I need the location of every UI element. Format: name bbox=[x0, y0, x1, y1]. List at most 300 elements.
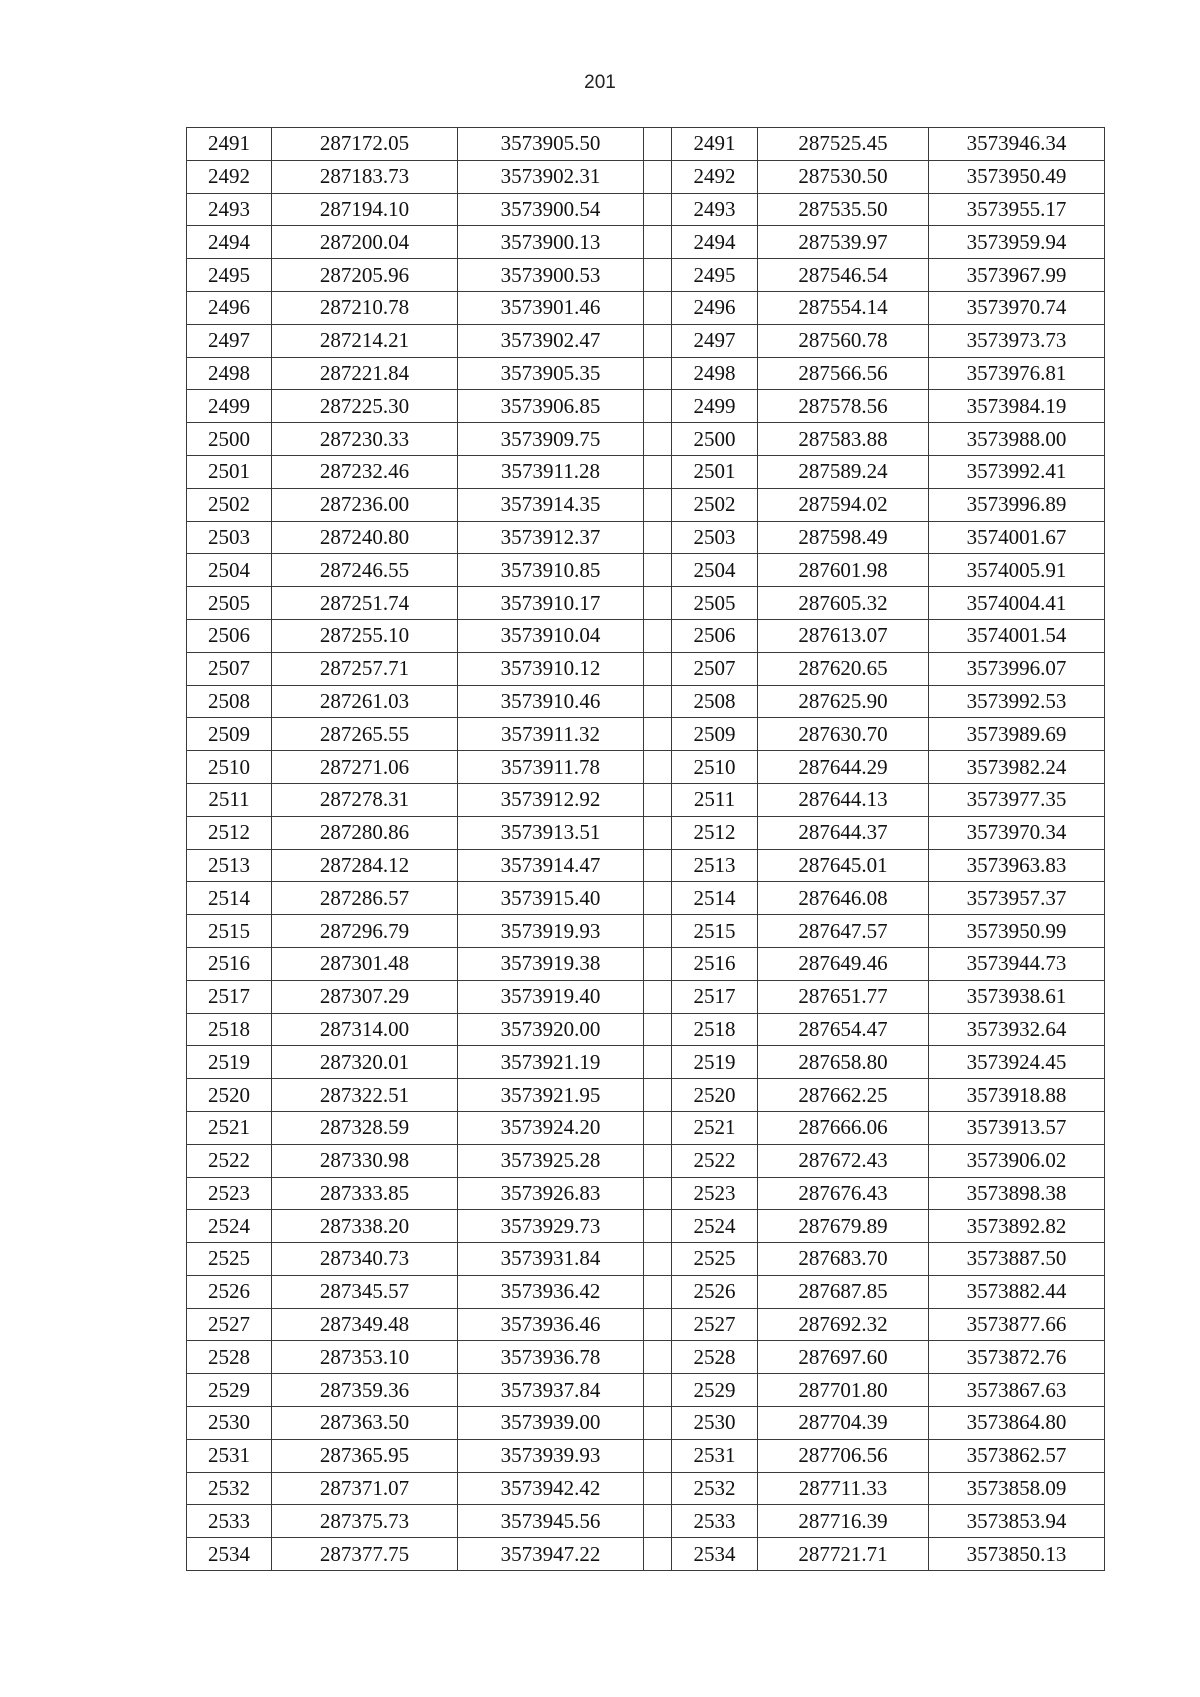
table-row bbox=[187, 324, 1105, 357]
spacer-cell bbox=[644, 1505, 672, 1538]
right-y-coordinate-cell: 3573932.64 bbox=[929, 1013, 1105, 1046]
left-point-id-cell: 2514 bbox=[187, 882, 272, 915]
left-y-coordinate-cell: 3573937.84 bbox=[458, 1374, 644, 1407]
left-y-coordinate-cell: 3573939.00 bbox=[458, 1407, 644, 1440]
right-y-coordinate-cell: 3573924.45 bbox=[929, 1046, 1105, 1079]
left-point-id-cell: 2500 bbox=[187, 423, 272, 456]
right-y-coordinate-cell: 3573872.76 bbox=[929, 1341, 1105, 1374]
left-point-id-cell: 2506 bbox=[187, 619, 272, 652]
left-point-id-cell: 2501 bbox=[187, 455, 272, 488]
right-y-coordinate-cell: 3573853.94 bbox=[929, 1505, 1105, 1538]
table-row bbox=[187, 1144, 1105, 1177]
table-row bbox=[187, 1308, 1105, 1341]
table-row bbox=[187, 1374, 1105, 1407]
left-x-coordinate-cell: 287225.30 bbox=[272, 390, 458, 423]
right-y-coordinate-cell: 3573984.19 bbox=[929, 390, 1105, 423]
page-number: 201 bbox=[584, 72, 616, 93]
left-y-coordinate-cell: 3573900.13 bbox=[458, 226, 644, 259]
right-point-id-cell: 2496 bbox=[672, 291, 758, 324]
right-y-coordinate-cell: 3573996.89 bbox=[929, 488, 1105, 521]
right-y-coordinate-cell: 3573989.69 bbox=[929, 718, 1105, 751]
left-point-id-cell: 2492 bbox=[187, 160, 272, 193]
right-y-coordinate-cell: 3573973.73 bbox=[929, 324, 1105, 357]
table-row bbox=[187, 1079, 1105, 1112]
right-point-id-cell: 2519 bbox=[672, 1046, 758, 1079]
left-x-coordinate-cell: 287284.12 bbox=[272, 849, 458, 882]
right-y-coordinate-cell: 3573992.53 bbox=[929, 685, 1105, 718]
coordinate-table-body bbox=[187, 128, 1105, 1571]
left-x-coordinate-cell: 287255.10 bbox=[272, 619, 458, 652]
right-y-coordinate-cell: 3573988.00 bbox=[929, 423, 1105, 456]
left-y-coordinate-cell: 3573920.00 bbox=[458, 1013, 644, 1046]
left-x-coordinate-cell: 287359.36 bbox=[272, 1374, 458, 1407]
right-x-coordinate-cell: 287644.13 bbox=[758, 783, 929, 816]
spacer-cell bbox=[644, 619, 672, 652]
right-x-coordinate-cell: 287566.56 bbox=[758, 357, 929, 390]
spacer-cell bbox=[644, 849, 672, 882]
left-point-id-cell: 2530 bbox=[187, 1407, 272, 1440]
spacer-cell bbox=[644, 455, 672, 488]
left-point-id-cell: 2521 bbox=[187, 1111, 272, 1144]
left-point-id-cell: 2491 bbox=[187, 128, 272, 161]
right-x-coordinate-cell: 287620.65 bbox=[758, 652, 929, 685]
left-y-coordinate-cell: 3573911.78 bbox=[458, 751, 644, 784]
left-y-coordinate-cell: 3573910.17 bbox=[458, 587, 644, 620]
right-x-coordinate-cell: 287662.25 bbox=[758, 1079, 929, 1112]
left-x-coordinate-cell: 287271.06 bbox=[272, 751, 458, 784]
right-point-id-cell: 2506 bbox=[672, 619, 758, 652]
right-y-coordinate-cell: 3573967.99 bbox=[929, 259, 1105, 292]
left-point-id-cell: 2528 bbox=[187, 1341, 272, 1374]
table-row bbox=[187, 226, 1105, 259]
left-point-id-cell: 2516 bbox=[187, 947, 272, 980]
left-point-id-cell: 2495 bbox=[187, 259, 272, 292]
table-row bbox=[187, 849, 1105, 882]
right-point-id-cell: 2493 bbox=[672, 193, 758, 226]
right-y-coordinate-cell: 3573850.13 bbox=[929, 1538, 1105, 1571]
left-y-coordinate-cell: 3573905.50 bbox=[458, 128, 644, 161]
spacer-cell bbox=[644, 423, 672, 456]
table-row bbox=[187, 554, 1105, 587]
table-row bbox=[187, 980, 1105, 1013]
spacer-cell bbox=[644, 1210, 672, 1243]
table-row bbox=[187, 521, 1105, 554]
left-point-id-cell: 2533 bbox=[187, 1505, 272, 1538]
right-point-id-cell: 2525 bbox=[672, 1243, 758, 1276]
left-x-coordinate-cell: 287257.71 bbox=[272, 652, 458, 685]
left-point-id-cell: 2529 bbox=[187, 1374, 272, 1407]
right-x-coordinate-cell: 287672.43 bbox=[758, 1144, 929, 1177]
left-y-coordinate-cell: 3573905.35 bbox=[458, 357, 644, 390]
left-x-coordinate-cell: 287307.29 bbox=[272, 980, 458, 1013]
left-y-coordinate-cell: 3573906.85 bbox=[458, 390, 644, 423]
left-point-id-cell: 2494 bbox=[187, 226, 272, 259]
spacer-cell bbox=[644, 390, 672, 423]
right-x-coordinate-cell: 287676.43 bbox=[758, 1177, 929, 1210]
right-y-coordinate-cell: 3574001.67 bbox=[929, 521, 1105, 554]
spacer-cell bbox=[644, 685, 672, 718]
left-y-coordinate-cell: 3573921.95 bbox=[458, 1079, 644, 1112]
left-x-coordinate-cell: 287333.85 bbox=[272, 1177, 458, 1210]
left-point-id-cell: 2518 bbox=[187, 1013, 272, 1046]
right-x-coordinate-cell: 287716.39 bbox=[758, 1505, 929, 1538]
spacer-cell bbox=[644, 915, 672, 948]
left-y-coordinate-cell: 3573919.38 bbox=[458, 947, 644, 980]
right-point-id-cell: 2492 bbox=[672, 160, 758, 193]
table-row bbox=[187, 1341, 1105, 1374]
table-row bbox=[187, 423, 1105, 456]
table-row bbox=[187, 783, 1105, 816]
right-y-coordinate-cell: 3573918.88 bbox=[929, 1079, 1105, 1112]
right-x-coordinate-cell: 287687.85 bbox=[758, 1275, 929, 1308]
table-row bbox=[187, 259, 1105, 292]
right-x-coordinate-cell: 287654.47 bbox=[758, 1013, 929, 1046]
spacer-cell bbox=[644, 652, 672, 685]
right-y-coordinate-cell: 3573950.49 bbox=[929, 160, 1105, 193]
right-x-coordinate-cell: 287692.32 bbox=[758, 1308, 929, 1341]
right-x-coordinate-cell: 287706.56 bbox=[758, 1439, 929, 1472]
spacer-cell bbox=[644, 816, 672, 849]
table-row bbox=[187, 718, 1105, 751]
left-y-coordinate-cell: 3573945.56 bbox=[458, 1505, 644, 1538]
spacer-cell bbox=[644, 1439, 672, 1472]
right-x-coordinate-cell: 287721.71 bbox=[758, 1538, 929, 1571]
left-point-id-cell: 2517 bbox=[187, 980, 272, 1013]
right-y-coordinate-cell: 3573898.38 bbox=[929, 1177, 1105, 1210]
spacer-cell bbox=[644, 259, 672, 292]
right-y-coordinate-cell: 3573858.09 bbox=[929, 1472, 1105, 1505]
right-y-coordinate-cell: 3573970.34 bbox=[929, 816, 1105, 849]
spacer-cell bbox=[644, 1374, 672, 1407]
right-point-id-cell: 2528 bbox=[672, 1341, 758, 1374]
left-y-coordinate-cell: 3573915.40 bbox=[458, 882, 644, 915]
right-point-id-cell: 2527 bbox=[672, 1308, 758, 1341]
right-x-coordinate-cell: 287598.49 bbox=[758, 521, 929, 554]
left-y-coordinate-cell: 3573947.22 bbox=[458, 1538, 644, 1571]
right-x-coordinate-cell: 287651.77 bbox=[758, 980, 929, 1013]
left-x-coordinate-cell: 287261.03 bbox=[272, 685, 458, 718]
spacer-cell bbox=[644, 718, 672, 751]
right-y-coordinate-cell: 3574005.91 bbox=[929, 554, 1105, 587]
left-y-coordinate-cell: 3573910.04 bbox=[458, 619, 644, 652]
spacer-cell bbox=[644, 488, 672, 521]
left-point-id-cell: 2527 bbox=[187, 1308, 272, 1341]
right-x-coordinate-cell: 287701.80 bbox=[758, 1374, 929, 1407]
left-y-coordinate-cell: 3573931.84 bbox=[458, 1243, 644, 1276]
right-x-coordinate-cell: 287594.02 bbox=[758, 488, 929, 521]
right-x-coordinate-cell: 287535.50 bbox=[758, 193, 929, 226]
left-x-coordinate-cell: 287322.51 bbox=[272, 1079, 458, 1112]
table-row bbox=[187, 1439, 1105, 1472]
left-y-coordinate-cell: 3573914.47 bbox=[458, 849, 644, 882]
left-point-id-cell: 2507 bbox=[187, 652, 272, 685]
left-point-id-cell: 2493 bbox=[187, 193, 272, 226]
right-y-coordinate-cell: 3573864.80 bbox=[929, 1407, 1105, 1440]
right-point-id-cell: 2511 bbox=[672, 783, 758, 816]
left-point-id-cell: 2510 bbox=[187, 751, 272, 784]
left-point-id-cell: 2524 bbox=[187, 1210, 272, 1243]
left-x-coordinate-cell: 287353.10 bbox=[272, 1341, 458, 1374]
table-row bbox=[187, 193, 1105, 226]
left-y-coordinate-cell: 3573900.53 bbox=[458, 259, 644, 292]
right-y-coordinate-cell: 3574004.41 bbox=[929, 587, 1105, 620]
left-point-id-cell: 2531 bbox=[187, 1439, 272, 1472]
left-point-id-cell: 2523 bbox=[187, 1177, 272, 1210]
spacer-cell bbox=[644, 1013, 672, 1046]
spacer-cell bbox=[644, 751, 672, 784]
left-x-coordinate-cell: 287236.00 bbox=[272, 488, 458, 521]
left-y-coordinate-cell: 3573902.47 bbox=[458, 324, 644, 357]
right-point-id-cell: 2532 bbox=[672, 1472, 758, 1505]
spacer-cell bbox=[644, 1079, 672, 1112]
right-y-coordinate-cell: 3573938.61 bbox=[929, 980, 1105, 1013]
left-x-coordinate-cell: 287349.48 bbox=[272, 1308, 458, 1341]
spacer-cell bbox=[644, 1308, 672, 1341]
spacer-cell bbox=[644, 1407, 672, 1440]
left-y-coordinate-cell: 3573910.85 bbox=[458, 554, 644, 587]
right-point-id-cell: 2505 bbox=[672, 587, 758, 620]
spacer-cell bbox=[644, 1046, 672, 1079]
right-x-coordinate-cell: 287630.70 bbox=[758, 718, 929, 751]
left-x-coordinate-cell: 287328.59 bbox=[272, 1111, 458, 1144]
right-x-coordinate-cell: 287646.08 bbox=[758, 882, 929, 915]
spacer-cell bbox=[644, 324, 672, 357]
left-x-coordinate-cell: 287232.46 bbox=[272, 455, 458, 488]
right-y-coordinate-cell: 3573959.94 bbox=[929, 226, 1105, 259]
right-x-coordinate-cell: 287601.98 bbox=[758, 554, 929, 587]
right-x-coordinate-cell: 287697.60 bbox=[758, 1341, 929, 1374]
left-x-coordinate-cell: 287314.00 bbox=[272, 1013, 458, 1046]
right-point-id-cell: 2514 bbox=[672, 882, 758, 915]
left-x-coordinate-cell: 287265.55 bbox=[272, 718, 458, 751]
right-point-id-cell: 2524 bbox=[672, 1210, 758, 1243]
left-x-coordinate-cell: 287338.20 bbox=[272, 1210, 458, 1243]
right-point-id-cell: 2498 bbox=[672, 357, 758, 390]
table-row bbox=[187, 685, 1105, 718]
left-x-coordinate-cell: 287365.95 bbox=[272, 1439, 458, 1472]
left-x-coordinate-cell: 287330.98 bbox=[272, 1144, 458, 1177]
right-point-id-cell: 2509 bbox=[672, 718, 758, 751]
left-x-coordinate-cell: 287286.57 bbox=[272, 882, 458, 915]
right-y-coordinate-cell: 3573862.57 bbox=[929, 1439, 1105, 1472]
right-y-coordinate-cell: 3573892.82 bbox=[929, 1210, 1105, 1243]
spacer-cell bbox=[644, 1341, 672, 1374]
left-y-coordinate-cell: 3573926.83 bbox=[458, 1177, 644, 1210]
right-point-id-cell: 2500 bbox=[672, 423, 758, 456]
left-point-id-cell: 2497 bbox=[187, 324, 272, 357]
right-y-coordinate-cell: 3573913.57 bbox=[929, 1111, 1105, 1144]
right-x-coordinate-cell: 287679.89 bbox=[758, 1210, 929, 1243]
left-y-coordinate-cell: 3573914.35 bbox=[458, 488, 644, 521]
left-y-coordinate-cell: 3573912.92 bbox=[458, 783, 644, 816]
right-point-id-cell: 2499 bbox=[672, 390, 758, 423]
spacer-cell bbox=[644, 947, 672, 980]
left-x-coordinate-cell: 287301.48 bbox=[272, 947, 458, 980]
right-y-coordinate-cell: 3573957.37 bbox=[929, 882, 1105, 915]
left-point-id-cell: 2515 bbox=[187, 915, 272, 948]
right-point-id-cell: 2530 bbox=[672, 1407, 758, 1440]
spacer-cell bbox=[644, 1538, 672, 1571]
right-x-coordinate-cell: 287644.37 bbox=[758, 816, 929, 849]
spacer-cell bbox=[644, 1111, 672, 1144]
spacer-cell bbox=[644, 128, 672, 161]
left-x-coordinate-cell: 287246.55 bbox=[272, 554, 458, 587]
left-y-coordinate-cell: 3573919.40 bbox=[458, 980, 644, 1013]
right-y-coordinate-cell: 3573977.35 bbox=[929, 783, 1105, 816]
table-row bbox=[187, 390, 1105, 423]
right-point-id-cell: 2513 bbox=[672, 849, 758, 882]
right-point-id-cell: 2501 bbox=[672, 455, 758, 488]
left-x-coordinate-cell: 287172.05 bbox=[272, 128, 458, 161]
right-y-coordinate-cell: 3573906.02 bbox=[929, 1144, 1105, 1177]
left-point-id-cell: 2509 bbox=[187, 718, 272, 751]
left-point-id-cell: 2496 bbox=[187, 291, 272, 324]
right-point-id-cell: 2508 bbox=[672, 685, 758, 718]
right-y-coordinate-cell: 3573982.24 bbox=[929, 751, 1105, 784]
left-point-id-cell: 2525 bbox=[187, 1243, 272, 1276]
left-y-coordinate-cell: 3573924.20 bbox=[458, 1111, 644, 1144]
spacer-cell bbox=[644, 160, 672, 193]
left-point-id-cell: 2522 bbox=[187, 1144, 272, 1177]
table-row bbox=[187, 1177, 1105, 1210]
table-row bbox=[187, 1243, 1105, 1276]
left-point-id-cell: 2498 bbox=[187, 357, 272, 390]
left-y-coordinate-cell: 3573936.46 bbox=[458, 1308, 644, 1341]
right-x-coordinate-cell: 287546.54 bbox=[758, 259, 929, 292]
right-y-coordinate-cell: 3573955.17 bbox=[929, 193, 1105, 226]
right-point-id-cell: 2491 bbox=[672, 128, 758, 161]
right-y-coordinate-cell: 3573946.34 bbox=[929, 128, 1105, 161]
table-row bbox=[187, 751, 1105, 784]
left-point-id-cell: 2505 bbox=[187, 587, 272, 620]
right-y-coordinate-cell: 3573996.07 bbox=[929, 652, 1105, 685]
right-x-coordinate-cell: 287647.57 bbox=[758, 915, 929, 948]
left-x-coordinate-cell: 287278.31 bbox=[272, 783, 458, 816]
left-x-coordinate-cell: 287340.73 bbox=[272, 1243, 458, 1276]
right-point-id-cell: 2531 bbox=[672, 1439, 758, 1472]
left-x-coordinate-cell: 287194.10 bbox=[272, 193, 458, 226]
left-x-coordinate-cell: 287210.78 bbox=[272, 291, 458, 324]
right-x-coordinate-cell: 287644.29 bbox=[758, 751, 929, 784]
table-row bbox=[187, 488, 1105, 521]
left-point-id-cell: 2534 bbox=[187, 1538, 272, 1571]
left-x-coordinate-cell: 287183.73 bbox=[272, 160, 458, 193]
table-row bbox=[187, 1472, 1105, 1505]
table-row bbox=[187, 587, 1105, 620]
left-y-coordinate-cell: 3573911.28 bbox=[458, 455, 644, 488]
left-y-coordinate-cell: 3573942.42 bbox=[458, 1472, 644, 1505]
table-row bbox=[187, 816, 1105, 849]
left-point-id-cell: 2519 bbox=[187, 1046, 272, 1079]
left-point-id-cell: 2513 bbox=[187, 849, 272, 882]
right-y-coordinate-cell: 3573963.83 bbox=[929, 849, 1105, 882]
right-x-coordinate-cell: 287560.78 bbox=[758, 324, 929, 357]
left-point-id-cell: 2503 bbox=[187, 521, 272, 554]
left-x-coordinate-cell: 287251.74 bbox=[272, 587, 458, 620]
right-x-coordinate-cell: 287658.80 bbox=[758, 1046, 929, 1079]
spacer-cell bbox=[644, 193, 672, 226]
right-x-coordinate-cell: 287711.33 bbox=[758, 1472, 929, 1505]
left-x-coordinate-cell: 287200.04 bbox=[272, 226, 458, 259]
left-y-coordinate-cell: 3573900.54 bbox=[458, 193, 644, 226]
left-y-coordinate-cell: 3573912.37 bbox=[458, 521, 644, 554]
spacer-cell bbox=[644, 1243, 672, 1276]
right-y-coordinate-cell: 3573882.44 bbox=[929, 1275, 1105, 1308]
right-point-id-cell: 2518 bbox=[672, 1013, 758, 1046]
left-x-coordinate-cell: 287377.75 bbox=[272, 1538, 458, 1571]
left-y-coordinate-cell: 3573902.31 bbox=[458, 160, 644, 193]
right-x-coordinate-cell: 287589.24 bbox=[758, 455, 929, 488]
left-x-coordinate-cell: 287205.96 bbox=[272, 259, 458, 292]
left-y-coordinate-cell: 3573910.46 bbox=[458, 685, 644, 718]
right-x-coordinate-cell: 287666.06 bbox=[758, 1111, 929, 1144]
right-point-id-cell: 2534 bbox=[672, 1538, 758, 1571]
left-x-coordinate-cell: 287296.79 bbox=[272, 915, 458, 948]
right-x-coordinate-cell: 287613.07 bbox=[758, 619, 929, 652]
left-y-coordinate-cell: 3573936.78 bbox=[458, 1341, 644, 1374]
spacer-cell bbox=[644, 291, 672, 324]
spacer-cell bbox=[644, 882, 672, 915]
left-point-id-cell: 2502 bbox=[187, 488, 272, 521]
left-x-coordinate-cell: 287345.57 bbox=[272, 1275, 458, 1308]
spacer-cell bbox=[644, 357, 672, 390]
right-x-coordinate-cell: 287539.97 bbox=[758, 226, 929, 259]
right-point-id-cell: 2517 bbox=[672, 980, 758, 1013]
left-y-coordinate-cell: 3573925.28 bbox=[458, 1144, 644, 1177]
spacer-cell bbox=[644, 1144, 672, 1177]
right-x-coordinate-cell: 287554.14 bbox=[758, 291, 929, 324]
right-y-coordinate-cell: 3573867.63 bbox=[929, 1374, 1105, 1407]
table-row bbox=[187, 1407, 1105, 1440]
right-point-id-cell: 2521 bbox=[672, 1111, 758, 1144]
left-x-coordinate-cell: 287221.84 bbox=[272, 357, 458, 390]
right-x-coordinate-cell: 287583.88 bbox=[758, 423, 929, 456]
left-x-coordinate-cell: 287371.07 bbox=[272, 1472, 458, 1505]
table-row bbox=[187, 652, 1105, 685]
right-point-id-cell: 2516 bbox=[672, 947, 758, 980]
spacer-cell bbox=[644, 1472, 672, 1505]
table-row bbox=[187, 1111, 1105, 1144]
left-x-coordinate-cell: 287363.50 bbox=[272, 1407, 458, 1440]
right-y-coordinate-cell: 3573887.50 bbox=[929, 1243, 1105, 1276]
table-row bbox=[187, 357, 1105, 390]
left-point-id-cell: 2508 bbox=[187, 685, 272, 718]
table-row bbox=[187, 915, 1105, 948]
left-x-coordinate-cell: 287214.21 bbox=[272, 324, 458, 357]
spacer-cell bbox=[644, 1275, 672, 1308]
spacer-cell bbox=[644, 521, 672, 554]
table-row bbox=[187, 160, 1105, 193]
table-row bbox=[187, 1210, 1105, 1243]
table-row bbox=[187, 128, 1105, 161]
right-x-coordinate-cell: 287683.70 bbox=[758, 1243, 929, 1276]
left-y-coordinate-cell: 3573936.42 bbox=[458, 1275, 644, 1308]
right-x-coordinate-cell: 287649.46 bbox=[758, 947, 929, 980]
table-row bbox=[187, 1013, 1105, 1046]
spacer-cell bbox=[644, 226, 672, 259]
right-y-coordinate-cell: 3573992.41 bbox=[929, 455, 1105, 488]
spacer-cell bbox=[644, 554, 672, 587]
table-row bbox=[187, 619, 1105, 652]
right-y-coordinate-cell: 3573877.66 bbox=[929, 1308, 1105, 1341]
right-point-id-cell: 2523 bbox=[672, 1177, 758, 1210]
table-row bbox=[187, 291, 1105, 324]
table-row bbox=[187, 1275, 1105, 1308]
right-point-id-cell: 2494 bbox=[672, 226, 758, 259]
right-point-id-cell: 2495 bbox=[672, 259, 758, 292]
left-point-id-cell: 2526 bbox=[187, 1275, 272, 1308]
left-x-coordinate-cell: 287280.86 bbox=[272, 816, 458, 849]
